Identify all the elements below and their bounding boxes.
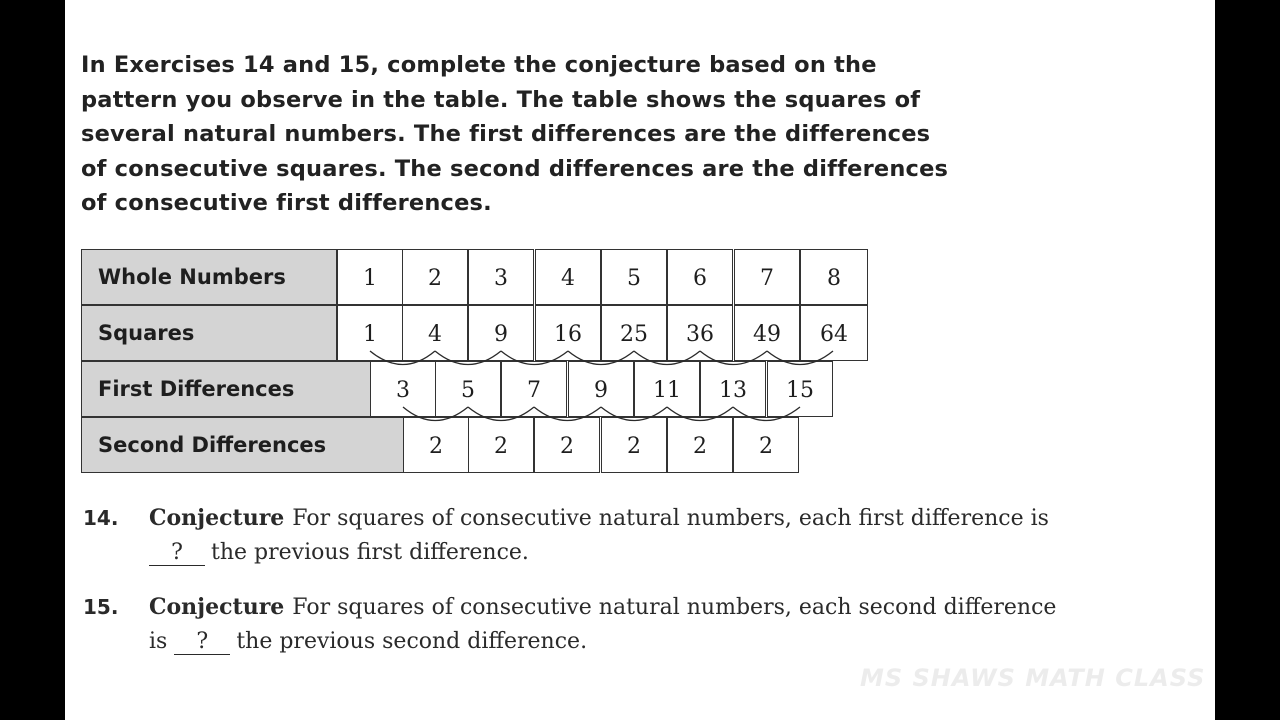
table-cell: 3 xyxy=(468,249,534,305)
table-cell: 2 xyxy=(534,417,600,473)
table-cell: 2 xyxy=(601,417,667,473)
instructions-line: In Exercises 14 and 15, complete the conjecture based on the xyxy=(81,52,877,78)
answer-blank: ? xyxy=(149,541,205,566)
instructions-line: pattern you observe in the table. The table shows the squares of xyxy=(81,86,921,113)
exercise-14 xyxy=(83,501,1049,570)
row-label-first-differences: First Differences xyxy=(81,361,371,417)
table-cell: 3 xyxy=(370,361,436,417)
instructions-line: of consecutive squares. The second differences are the differences xyxy=(81,155,949,182)
channel-watermark: MS SHAWS MATH CLASS xyxy=(860,664,1206,692)
table-cell: 4 xyxy=(535,249,601,305)
instructions-line: of consecutive first differences. xyxy=(81,190,492,216)
table-cell: 2 xyxy=(733,417,799,473)
table-cell: 8 xyxy=(800,249,868,305)
table-cell: 7 xyxy=(501,361,567,417)
exercise-keyword: Conjecture xyxy=(149,505,285,531)
table-cell: 49 xyxy=(734,305,800,361)
table-cell: 2 xyxy=(468,417,534,473)
table-cell: 1 xyxy=(337,305,403,361)
row-label-squares: Squares xyxy=(81,305,337,361)
row-label-second-differences: Second Differences xyxy=(81,417,404,473)
table-cell: 4 xyxy=(402,305,468,361)
row-label-whole-numbers: Whole Numbers xyxy=(81,249,337,305)
exercise-number: 15. xyxy=(83,595,119,619)
table-cell: 2 xyxy=(667,417,733,473)
table-cell: 64 xyxy=(800,305,868,361)
table-cell: 2 xyxy=(403,417,469,473)
table-cell: 9 xyxy=(468,305,534,361)
table-cell: 15 xyxy=(767,361,833,417)
exercise-text-continued: the previous second difference. xyxy=(236,629,588,654)
instructions-line: several natural numbers. The first differences are the differences xyxy=(81,121,931,147)
table-cell: 1 xyxy=(337,249,403,305)
exercise-number: 14. xyxy=(83,506,119,530)
exercise-text: For squares of consecutive natural numbers, each first difference is xyxy=(292,506,1049,531)
exercise-text: For squares of consecutive natural numbers, each second difference xyxy=(292,595,1057,620)
table-cell: 16 xyxy=(535,305,601,361)
table-cell: 11 xyxy=(634,361,700,417)
table-cell: 13 xyxy=(700,361,766,417)
instructions-paragraph xyxy=(81,48,1061,221)
table-cell: 5 xyxy=(601,249,667,305)
table-cell: 2 xyxy=(402,249,468,305)
table-cell: 5 xyxy=(435,361,501,417)
exercise-15 xyxy=(83,590,1056,659)
exercise-keyword: Conjecture xyxy=(149,594,285,620)
table-cell: 9 xyxy=(568,361,634,417)
exercise-text-prefix: is xyxy=(149,629,168,654)
worksheet-page xyxy=(65,0,1215,720)
answer-blank: ? xyxy=(174,630,230,655)
exercise-text-continued: the previous first difference. xyxy=(211,540,529,565)
table-cell: 7 xyxy=(734,249,800,305)
table-cell: 6 xyxy=(667,249,733,305)
table-cell: 36 xyxy=(667,305,733,361)
table-cell: 25 xyxy=(601,305,667,361)
